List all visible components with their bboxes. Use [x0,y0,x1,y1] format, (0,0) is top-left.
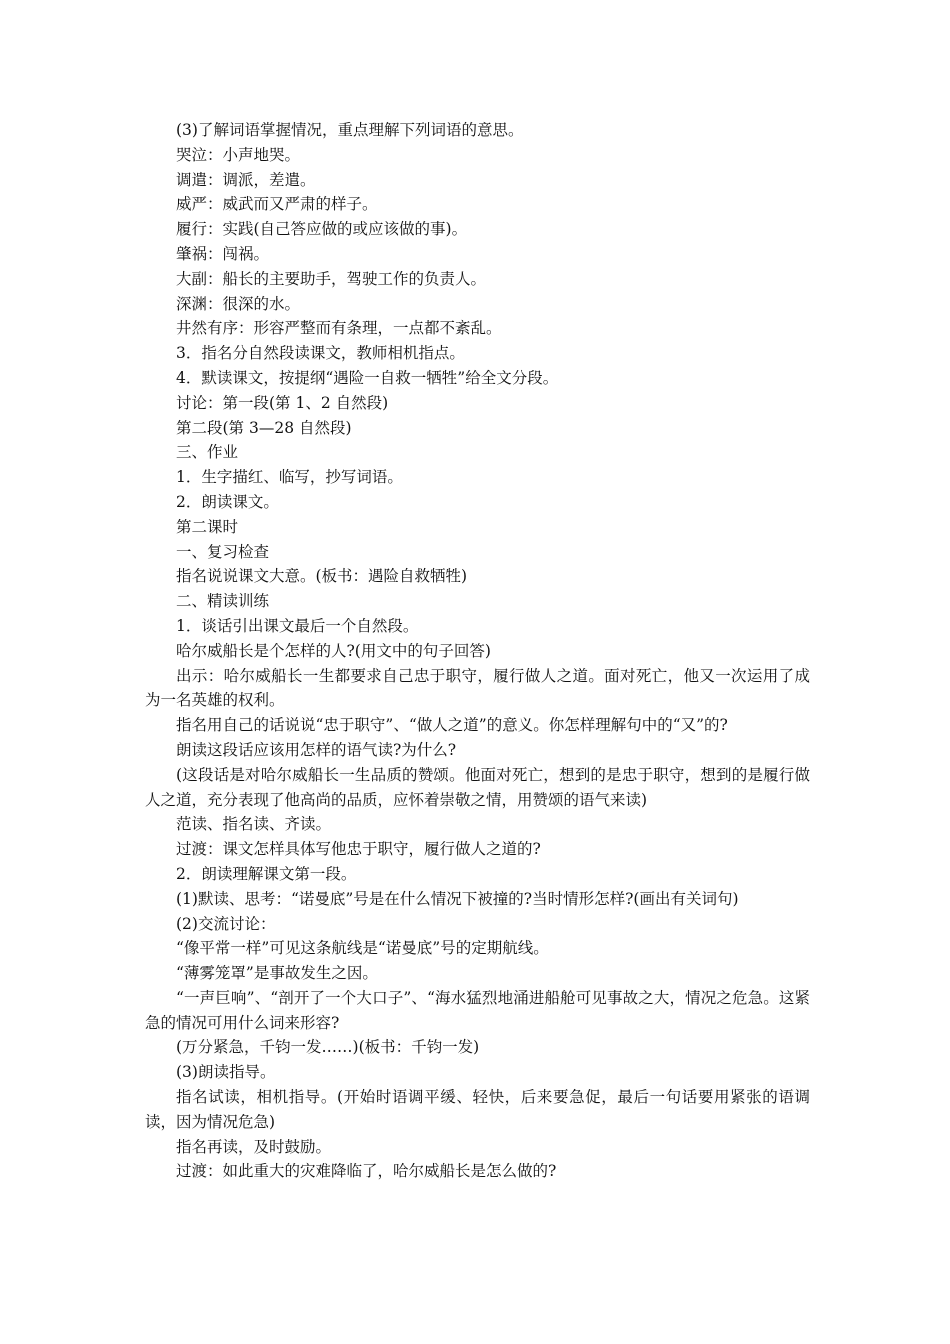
paragraph: 大副：船长的主要助手，驾驶工作的负责人。 [176,269,487,288]
paragraph: (1)默读、思考：“诺曼底”号是在什么情况下被撞的?当时情形怎样?(画出有关词句) [176,889,739,908]
paragraph: “一声巨响”、“剖开了一个大口子”、“海水猛烈地涌进船舱可见事故之大，情况之危急。这紧急的情况可用什么词来形容? [145,988,810,1032]
paragraph: (3)朗读指导。 [176,1063,276,1082]
paragraph: 2．朗读理解课文第一段。 [176,864,357,883]
paragraph: 4．默读课文，按提纲“遇险一自救一牺牲”给全文分段。 [176,368,559,387]
section-heading: 第二课时 [176,517,239,536]
paragraph: 指名再读，及时鼓励。 [176,1137,332,1156]
paragraph: 过渡：如此重大的灾难降临了，哈尔威船长是怎么做的? [176,1162,557,1181]
paragraph: 朗读这段话应该用怎样的语气读?为什么? [176,740,457,759]
paragraph: 调遣：调派，差遣。 [176,170,316,189]
paragraph: 肇祸：闯祸。 [176,244,270,263]
paragraph: 哭泣：小声地哭。 [176,145,301,164]
paragraph: (这段话是对哈尔威船长一生品质的赞颂。他面对死亡，想到的是忠于职守，想到的是履行做人之道，充分表现了他高尚的品质，应怀着崇敬之情，用赞颂的语气来读) [145,765,810,809]
paragraph: 深渊：很深的水。 [176,294,301,313]
paragraph: 1．谈话引出课文最后一个自然段。 [176,616,419,635]
section-heading: 三、作业 [176,443,239,462]
paragraph: 履行：实践(自己答应做的或应该做的事)。 [176,220,468,239]
paragraph: 讨论：第一段(第 1、2 自然段) [176,393,389,412]
paragraph: 3．指名分自然段读课文，教师相机指点。 [176,344,465,363]
paragraph: 过渡：课文怎样具体写他忠于职守，履行做人之道的? [176,840,541,859]
section-heading: 一、复习检查 [176,542,270,561]
paragraph: 第二段(第 3—28 自然段) [176,418,352,437]
paragraph: (万分紧急，千钧一发……)(板书：千钧一发) [176,1038,480,1057]
paragraph: 威严：威武而又严肃的样子。 [176,195,378,214]
paragraph: 出示：哈尔威船长一生都要求自己忠于职守，履行做人之道。面对死亡，他又一次运用了成为一名英雄的权利。 [145,666,810,710]
section-heading: 二、精读训练 [176,592,270,611]
document-body [145,118,810,1184]
paragraph: 指名用自己的话说说“忠于职守”、“做人之道”的意义。你怎样理解句中的“又”的? [176,716,728,735]
paragraph: 1．生字描红、临写，抄写词语。 [176,468,403,487]
paragraph: 范读、指名读、齐读。 [176,815,332,834]
paragraph: 指名试读，相机指导。(开始时语调平缓、轻快，后来要急促，最后一句话要用紧张的语调读，因为情况危急) [145,1088,810,1131]
paragraph: “薄雾笼罩”是事故发生之因。 [176,964,378,983]
paragraph: (3)了解词语掌握情况，重点理解下列词语的意思。 [176,121,524,139]
paragraph: 哈尔威船长是个怎样的人?(用文中的句子回答) [176,641,491,660]
paragraph: 2．朗读课文。 [176,492,279,511]
paragraph: (2)交流讨论： [176,914,276,933]
paragraph: 指名说说课文大意。(板书：遇险自救牺牲) [176,567,468,586]
paragraph: “像平常一样”可见这条航线是“诺曼底”号的定期航线。 [176,939,549,958]
paragraph: 井然有序：形容严整而有条理，一点都不紊乱。 [176,319,502,338]
